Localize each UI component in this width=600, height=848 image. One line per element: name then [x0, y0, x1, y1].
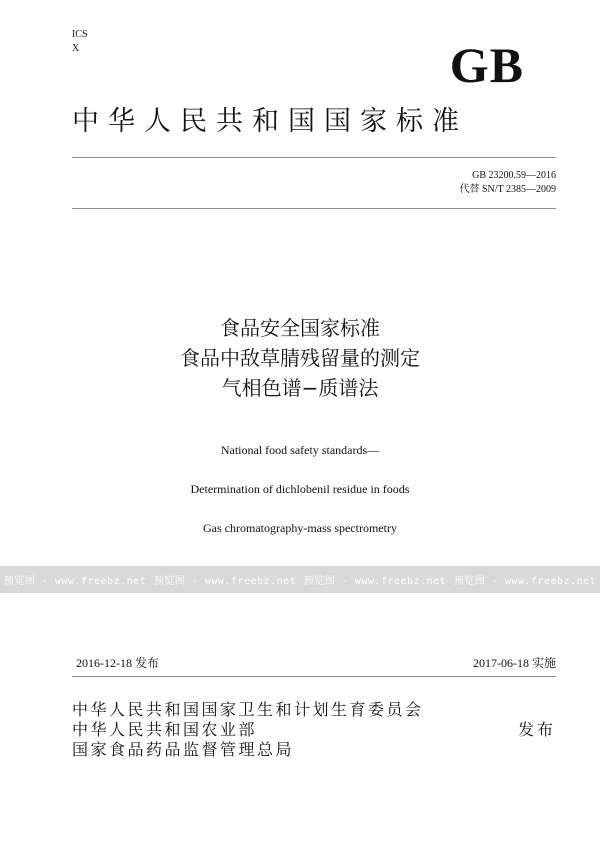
replaces-note: 代替 SN/T 2385—2009 — [459, 184, 556, 195]
ics-value: X — [72, 43, 80, 54]
watermark-text: 预览图 - www.freebz.net — [453, 576, 597, 587]
standard-number-block — [460, 169, 557, 197]
watermark-text: 预览图 - www.freebz.net — [3, 576, 147, 587]
publish-label: 发布 — [517, 720, 556, 739]
dates-divider — [72, 676, 556, 677]
cn-title-line-1: 食品安全国家标准 — [220, 316, 380, 340]
en-title-line-1: National food safety standards— — [220, 443, 380, 457]
standard-number: GB 23200.59—2016 — [472, 170, 556, 181]
cn-title-line-2: 食品中敌草腈残留量的测定 — [180, 346, 420, 370]
en-title-line-2: Determination of dichlobenil residue in foods — [190, 482, 410, 496]
cn-title-line-3: 气相色谱−质谱法 — [221, 376, 379, 400]
issue-date: 2016-12-18 发布 — [76, 656, 159, 670]
header-divider-top — [72, 157, 556, 158]
watermark-text: 预览图 - www.freebz.net — [153, 576, 297, 587]
effective-date: 2017-06-18 实施 — [473, 656, 556, 670]
standard-title: 中华人民共和国国家标准 — [72, 106, 468, 137]
issuer-line-3: 国家食品药品监督管理总局 — [72, 740, 295, 759]
issuer-line-2: 中华人民共和国农业部 — [72, 720, 258, 739]
issuer-line-1: 中华人民共和国国家卫生和计划生育委员会 — [72, 700, 424, 719]
ics-block — [72, 28, 88, 56]
watermark-text: 预览图 - www.freebz.net — [303, 576, 447, 587]
header-divider-bottom — [72, 208, 556, 209]
en-title-line-3: Gas chromatography-mass spectrometry — [203, 521, 397, 535]
ics-label: ICS — [72, 29, 88, 40]
preview-watermark-band — [0, 566, 600, 593]
gb-logo: GB — [449, 37, 524, 93]
